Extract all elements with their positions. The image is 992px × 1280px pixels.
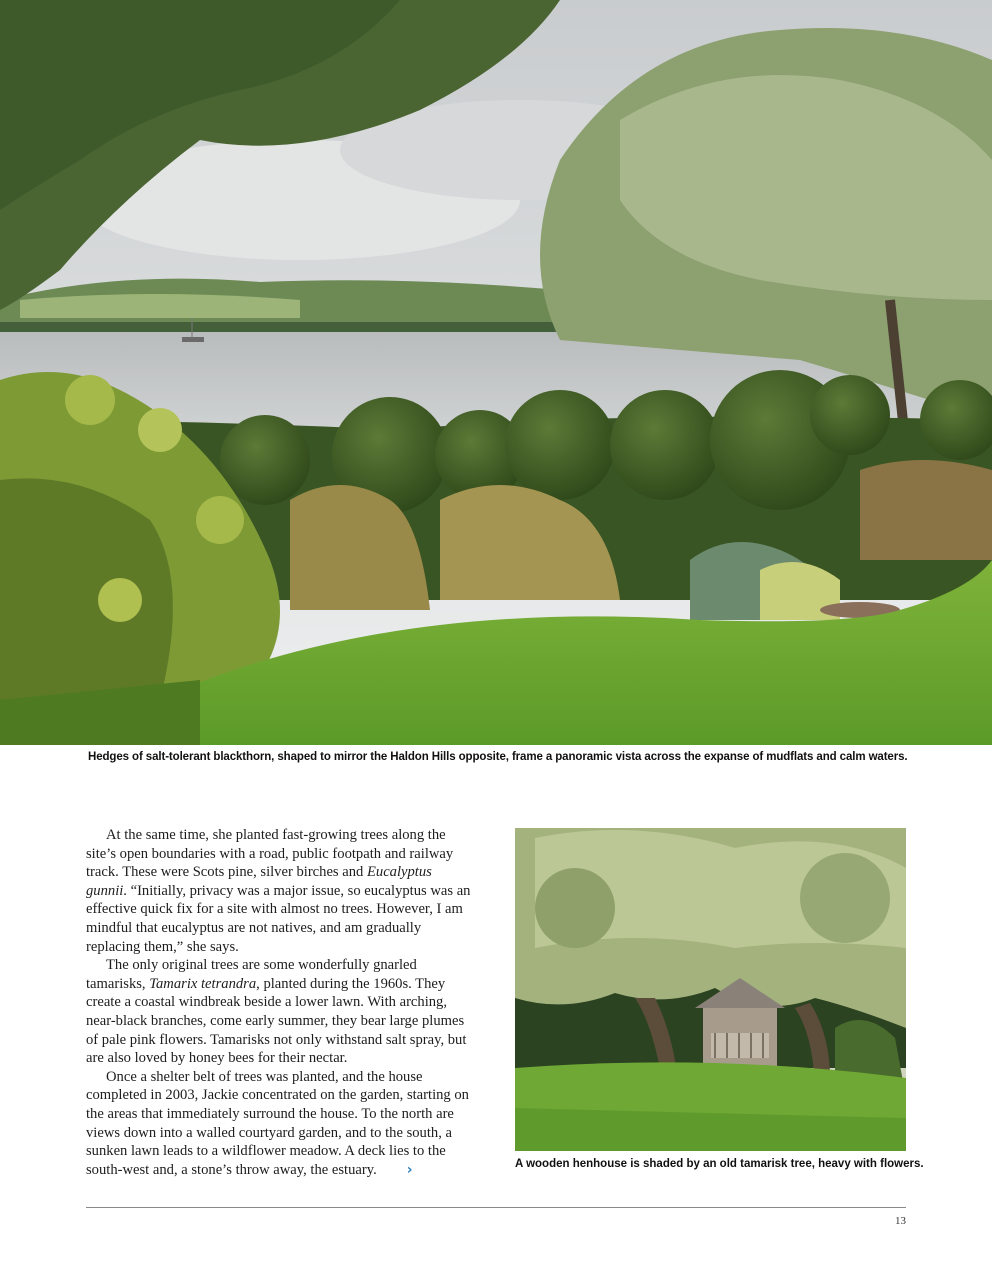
footer-divider [86,1207,906,1208]
henhouse-caption: A wooden henhouse is shaded by an old tamarisk tree, heavy with flowers. [515,1158,924,1170]
article-body [86,826,476,1179]
hero-caption: Hedges of salt-tolerant blackthorn, shaped to mirror the Haldon Hills opposite, frame a panoramic vista across the expanse of mudflats and calm waters. [88,751,908,763]
henhouse-photo [515,828,906,1151]
chevron-right-icon[interactable]: › [406,1161,413,1178]
paragraph: The only original trees are some wonderfully gnarled tamarisks, Tamarix tetrandra, planted during the 1960s. They create a coastal windbreak beside a lower lawn. With arching, near-black branches, come early summer, they bear large plumes of pale pink flowers. Tamarisks not only withstand salt spray, but are also loved by honey bees for their nectar. [86,957,467,1067]
page-number: 13 [895,1215,906,1227]
paragraph: Once a shelter belt of trees was planted, and the house completed in 2003, Jackie concentrated on the garden, starting on the areas that immediately surround the house. To the north are views down into a walled courtyard garden, and to the south, a sunken lawn leads to a wildflower meadow. A deck lies to the south-west and, a stone’s throw away, the estuary. › [86,1068,469,1178]
paragraph: At the same time, she planted fast-growing trees along the site’s open boundaries with a road, public footpath and railway track. These were Scots pine, silver birches and Eucalyptus gunnii. “Initially, privacy was a major issue, so eucalyptus was an effective quick fix for a site with almost no trees. However, I am mindful that eucalyptus are not natives, and am gradually replacing them,” she says. [86,827,471,955]
